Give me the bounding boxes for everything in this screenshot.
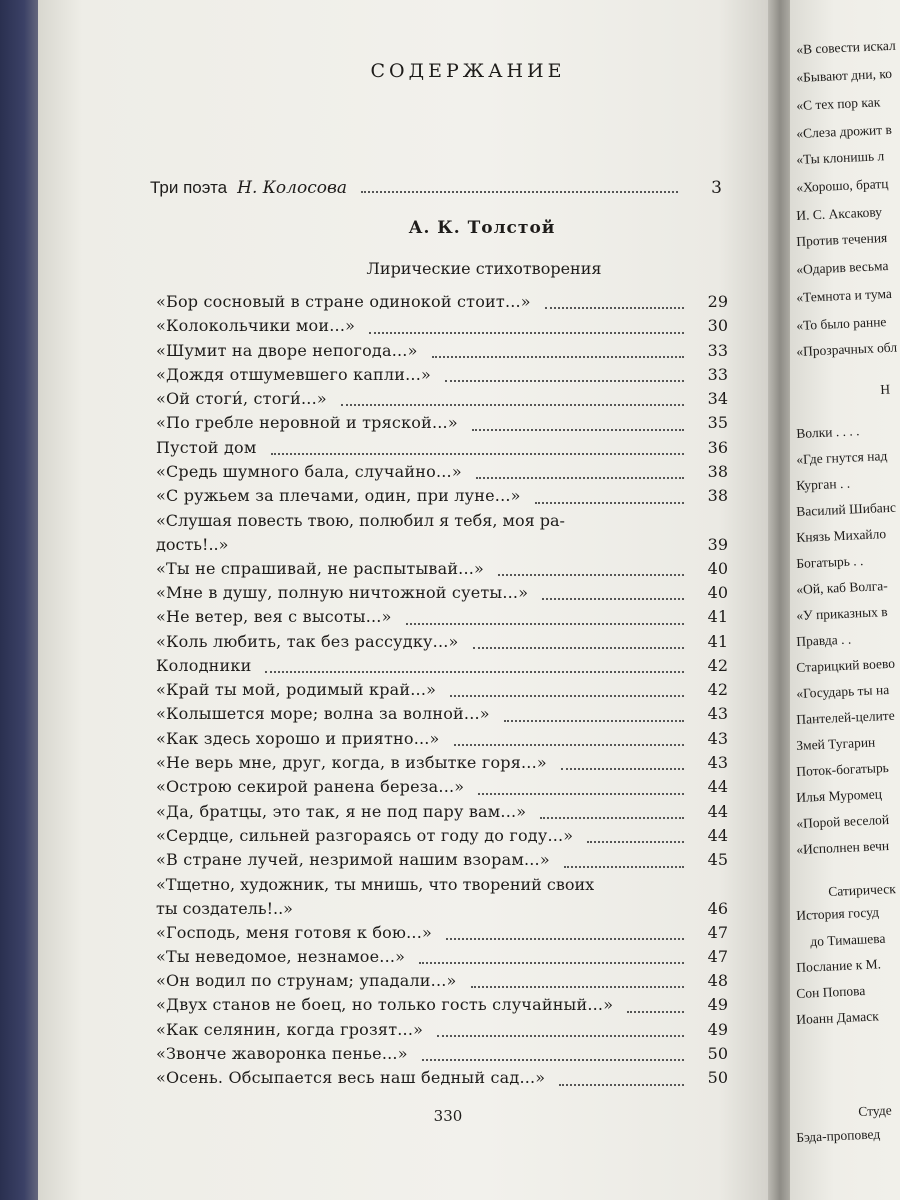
right-page-fragment: «То было ранне [796, 314, 887, 333]
toc-entry-title: «Бор сосновый в стране одинокой стоит...» [156, 292, 531, 311]
toc-entry-title: «Ты неведомое, незнамое...» [156, 946, 406, 966]
leader-dots [587, 841, 684, 843]
toc-entry [156, 581, 728, 605]
intro-page: 3 [711, 178, 722, 198]
right-page-fragment: Послание к М. [796, 956, 882, 975]
right-page-fragment: «Бывают дни, ко [796, 65, 893, 85]
toc-entry-title: «Господь, меня готовя к бою...» [156, 922, 432, 942]
right-page-fragment: «Одарив весьма [796, 257, 889, 277]
leader-dots [476, 477, 684, 479]
leader-dots [406, 623, 684, 625]
toc-entry-page: 47 [707, 922, 728, 942]
right-page-fragment: «С тех пор как [796, 94, 881, 113]
toc-entry [156, 873, 728, 921]
toc-entry [156, 848, 728, 872]
toc-entry-title: «Звонче жаворонка пенье...» [156, 1044, 408, 1064]
toc-entry [156, 1042, 728, 1066]
toc-entry-title-cont: дость!..» [156, 534, 229, 554]
leader-dots [545, 307, 684, 309]
right-page-fragment: «Государь ты на [796, 681, 890, 701]
toc-entry-page: 33 [707, 340, 728, 360]
toc-entry-page: 49 [707, 995, 728, 1015]
toc-entry-title: «Дождя отшумевшего капли...» [156, 364, 431, 384]
leader-dots [419, 962, 684, 964]
toc-entry-page: 46 [707, 898, 728, 918]
right-page-fragment: Змей Тугарин [796, 734, 876, 753]
intro-title: Три поэта [150, 178, 228, 197]
toc-entry-title: «Шумит на дворе непогода...» [156, 340, 418, 360]
page-number: 330 [433, 1107, 463, 1125]
toc-entry-title-cont: ты создатель!..» [156, 898, 293, 918]
toc-entry-title: «В стране лучей, незримой нашим взорам...» [156, 850, 550, 870]
toc-entry-title: «Ой стоги́, стоги́...» [156, 389, 327, 409]
leader-dots [271, 453, 685, 455]
toc-entry-title: «Осень. Обсыпается весь наш бедный сад...» [156, 1068, 546, 1088]
right-page-fragment: Илья Муромец [796, 786, 883, 805]
toc-entry-title: «Коль любить, так без рассудку...» [156, 631, 459, 651]
intro-entry [150, 178, 722, 198]
leader-dots [454, 744, 684, 746]
subsection-title: Лирические стихотворения [366, 259, 602, 278]
right-page-fragment: Старицкий воево [796, 655, 896, 675]
right-page-fragment: Поток-богатырь [796, 759, 890, 779]
toc-entry-title: «С ружьем за плечами, один, при луне...» [156, 486, 521, 506]
toc-entry-title: «По гребле неровной и тряской...» [156, 413, 458, 433]
toc-entry-title: «Мне в душу, полную ничтожной суеты...» [156, 582, 529, 602]
leader-dots [561, 768, 684, 770]
toc-entry [156, 702, 728, 726]
right-page-fragment: Сатирическ [828, 881, 897, 899]
toc-entry-page: 40 [707, 582, 728, 602]
leader-dots [478, 793, 684, 795]
right-page-fragment: «В совести искал [796, 37, 896, 57]
right-page-fragment: «Темнота и тума [796, 285, 893, 305]
toc-entry-title: Пустой дом [156, 437, 257, 457]
toc-entry-title: «Не верь мне, друг, когда, в избытке горя...» [156, 753, 547, 773]
toc-entry-page: 44 [707, 777, 728, 797]
left-page [38, 0, 778, 1200]
toc-entry-page: 41 [707, 607, 728, 627]
right-page-fragment: История госуд [796, 904, 880, 923]
leader-dots [473, 647, 684, 649]
book-cover-edge [0, 0, 40, 1200]
toc-entry-page: 48 [707, 971, 728, 991]
toc-entry-title: «Край ты мой, родимый край...» [156, 680, 437, 700]
toc-entry [156, 411, 728, 435]
toc-entry-page: 39 [707, 534, 728, 554]
toc-entry [156, 824, 728, 848]
toc-entry-page: 47 [707, 946, 728, 966]
toc-entry-title: «Не ветер, вея с высоты...» [156, 607, 392, 627]
right-page-fragment: Курган . . [796, 475, 851, 493]
toc-entry [156, 436, 728, 460]
toc-entry [156, 1066, 728, 1090]
toc-entry-page: 42 [707, 680, 728, 700]
toc-entry-page: 41 [707, 631, 728, 651]
right-page-fragment: «Исполнен вечн [796, 837, 890, 857]
leader-dots [535, 502, 684, 504]
right-page-fragment: «Ты клонишь л [796, 148, 885, 167]
toc-entry-title: «Как селянин, когда грозят...» [156, 1019, 424, 1039]
right-page [790, 0, 900, 1200]
right-page-fragment: Сон Попова [796, 982, 866, 1001]
leader-dots [446, 938, 684, 940]
leader-dots [361, 191, 678, 193]
toc-entry [156, 557, 728, 581]
leader-dots [559, 1084, 684, 1086]
right-page-fragment: Василий Шибанс [796, 499, 897, 519]
right-page-fragment: Пантелей-целите [796, 707, 895, 727]
leader-dots [369, 332, 684, 334]
toc-entry [156, 509, 728, 557]
leader-dots [498, 574, 684, 576]
toc-entry-page: 40 [707, 558, 728, 578]
right-page-fragment: Студе [858, 1102, 892, 1119]
toc-entry-page: 42 [707, 655, 728, 675]
leader-dots [265, 671, 684, 673]
toc-entry-page: 43 [707, 704, 728, 724]
toc-entry [156, 921, 728, 945]
toc-entry [156, 339, 728, 363]
toc-entry-page: 45 [707, 850, 728, 870]
leader-dots [422, 1059, 684, 1061]
toc-entry-title: «Двух станов не боец, но только гость случайный...» [156, 995, 614, 1015]
right-page-fragment: Правда . . [796, 631, 852, 649]
toc-entry-title: «Да, братцы, это так, я не под пару вам...» [156, 801, 527, 821]
toc-entry [156, 727, 728, 751]
right-page-fragment: Н [880, 381, 891, 397]
toc-entry-page: 33 [707, 364, 728, 384]
right-page-fragment: «Ой, каб Волга- [796, 578, 888, 597]
leader-dots [542, 598, 684, 600]
toc-entry-title: «Тщетно, художник, ты мнишь, что творений своих [156, 874, 595, 894]
toc-entry-page: 38 [707, 462, 728, 482]
toc-entry [156, 800, 728, 824]
right-page-fragment: Против течения [796, 230, 888, 249]
toc-entry [156, 775, 728, 799]
toc-entry-page: 36 [707, 437, 728, 457]
leader-dots [504, 720, 684, 722]
leader-dots [627, 1011, 684, 1013]
toc-entry-title: «Острою секирой ранена береза...» [156, 777, 465, 797]
leader-dots [341, 404, 684, 406]
toc-entry [156, 1018, 728, 1042]
toc-entry-page: 30 [707, 316, 728, 336]
toc-entry [156, 484, 728, 508]
right-page-fragment: Волки . . . . [796, 423, 860, 441]
right-page-fragment: И. С. Аксакову [796, 204, 883, 223]
toc-entry-page: 38 [707, 486, 728, 506]
right-page-fragment: «Где гнутся над [796, 448, 888, 467]
leader-dots [445, 380, 684, 382]
toc-entry [156, 387, 728, 411]
right-page-fragment: до Тимашева [810, 930, 886, 949]
toc-entry [156, 363, 728, 387]
toc-entry-title: «Ты не спрашивай, не распытывай...» [156, 558, 485, 578]
leader-dots [432, 356, 684, 358]
intro-author: Н. Колосова [237, 178, 347, 198]
toc-entry [156, 678, 728, 702]
right-page-fragment: «У приказных в [796, 604, 888, 623]
section-title: А. К. Толстой [408, 218, 556, 238]
toc-entry-page: 43 [707, 753, 728, 773]
toc-entry [156, 945, 728, 969]
toc-entry-title: «Сердце, сильней разгораясь от году до году...» [156, 825, 574, 845]
toc-entry [156, 969, 728, 993]
leader-dots [540, 817, 684, 819]
toc-entry-title: «Колокольчики мои...» [156, 316, 356, 336]
right-page-fragment: Бэда-проповед [796, 1126, 881, 1145]
toc-entry [156, 460, 728, 484]
right-page-fragment: Князь Михайло [796, 526, 887, 545]
toc-entry [156, 993, 728, 1017]
right-page-fragment: «Прозрачных обл [796, 339, 898, 359]
toc-entry-title: «Средь шумного бала, случайно...» [156, 462, 462, 482]
leader-dots [437, 1035, 684, 1037]
toc-entry [156, 605, 728, 629]
toc-entry-page: 44 [707, 801, 728, 821]
toc-entry-title: «Он водил по струнам; упадали...» [156, 971, 457, 991]
toc-entry [156, 630, 728, 654]
right-page-fragment: «Хорошо, братц [796, 175, 889, 195]
right-page-fragment: «Порой веселой [796, 811, 890, 831]
toc-entry-page: 34 [707, 389, 728, 409]
toc-entry-page: 49 [707, 1019, 728, 1039]
contents-heading: СОДЕРЖАНИЕ [370, 60, 566, 82]
right-page-fragment: «Слеза дрожит в [796, 121, 893, 141]
leader-dots [564, 866, 684, 868]
toc-entry-title: «Как здесь хорошо и приятно...» [156, 728, 440, 748]
toc-entry-page: 29 [707, 292, 728, 311]
toc-entry-page: 44 [707, 825, 728, 845]
toc-entry [156, 290, 728, 314]
leader-dots [472, 429, 684, 431]
toc-entry [156, 314, 728, 338]
toc-entry [156, 751, 728, 775]
toc-entry-page: 43 [707, 728, 728, 748]
toc-list [156, 290, 728, 1091]
leader-dots [450, 695, 684, 697]
toc-entry-title: «Колышется море; волна за волной...» [156, 704, 490, 724]
leader-dots [471, 986, 684, 988]
toc-entry-title: «Слушая повесть твою, полюбил я тебя, моя ра- [156, 510, 565, 530]
toc-entry [156, 654, 728, 678]
toc-entry-page: 35 [707, 413, 728, 433]
right-page-fragment: Иоанн Дамаск [796, 1008, 880, 1027]
toc-entry-title: Колодники [156, 655, 252, 675]
right-page-fragment: Богатырь . . [796, 553, 864, 571]
toc-entry-page: 50 [707, 1044, 728, 1064]
toc-entry-page: 50 [707, 1068, 728, 1088]
